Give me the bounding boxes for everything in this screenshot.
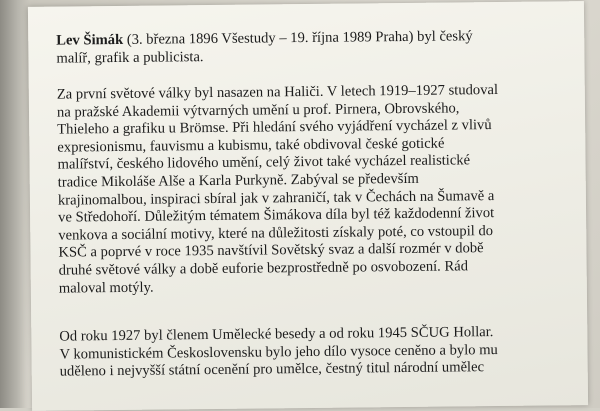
biography-line: na pražské Akademii výtvarných umění u prof. Pirnera, Obrovského, bbox=[56, 100, 460, 121]
intro-line-1-rest: (3. března 1896 Všestudy – 19. října 1989 Praha) byl český bbox=[123, 28, 473, 48]
biography-line: Za první světové války byl nasazen na Haliči. V letech 1919–1927 studoval bbox=[56, 82, 499, 103]
biography-line: expresionismu, fauvismu a kubismu, také obdivoval české gotické bbox=[57, 135, 445, 156]
biography-line: Thieleho a grafiku u Brömse. Při hledání svého vyjádření vycházel z vlivů bbox=[57, 117, 492, 138]
left-shadow bbox=[0, 0, 30, 408]
biography-line: krajinomalbou, inspiraci sbíral jak v zahraničí, tak v Čechách na Šumavě a bbox=[57, 187, 495, 209]
membership-line: uděleno i nejvyšší státní ocenění pro umělce, čestný titul národní umělec bbox=[59, 359, 485, 380]
intro-line-2: malíř, grafik a publicista. bbox=[56, 48, 204, 67]
artist-name: Lev Šimák bbox=[56, 31, 124, 49]
biography-line: maloval motýly. bbox=[58, 279, 154, 297]
membership-line: V komunistickém Československu bylo jeho dílo vysoce ceněno a bylo mu bbox=[59, 341, 498, 363]
biography-line: venkova a sociální motivy, které na důležitosti získaly poté, co vstoupil do bbox=[58, 222, 494, 244]
biography-line: ve Středohoří. Důležitým tématem Šimákova díla byl též každodenní život bbox=[58, 205, 495, 226]
biography-paragraph bbox=[57, 82, 500, 298]
membership-paragraph bbox=[59, 324, 498, 381]
biography-line: druhé světové války a době euforie bezprostředně po osvobození. Rád bbox=[58, 258, 469, 279]
biography-line: malířství, českého lidového umění, celý život také vycházel realistické bbox=[57, 152, 471, 173]
membership-line: Od roku 1927 byl členem Umělecké besedy a od roku 1945 SČUG Hollar. bbox=[59, 324, 494, 345]
biography-line: KSČ a poprvé v roce 1935 navštívil Sovětský svaz a další rozmér v době bbox=[58, 240, 484, 261]
paper-sheet bbox=[28, 1, 588, 411]
intro-paragraph bbox=[56, 28, 473, 68]
biography-line: tradice Mikoláše Alše a Karla Purkyně. Zabýval se především bbox=[57, 170, 419, 191]
